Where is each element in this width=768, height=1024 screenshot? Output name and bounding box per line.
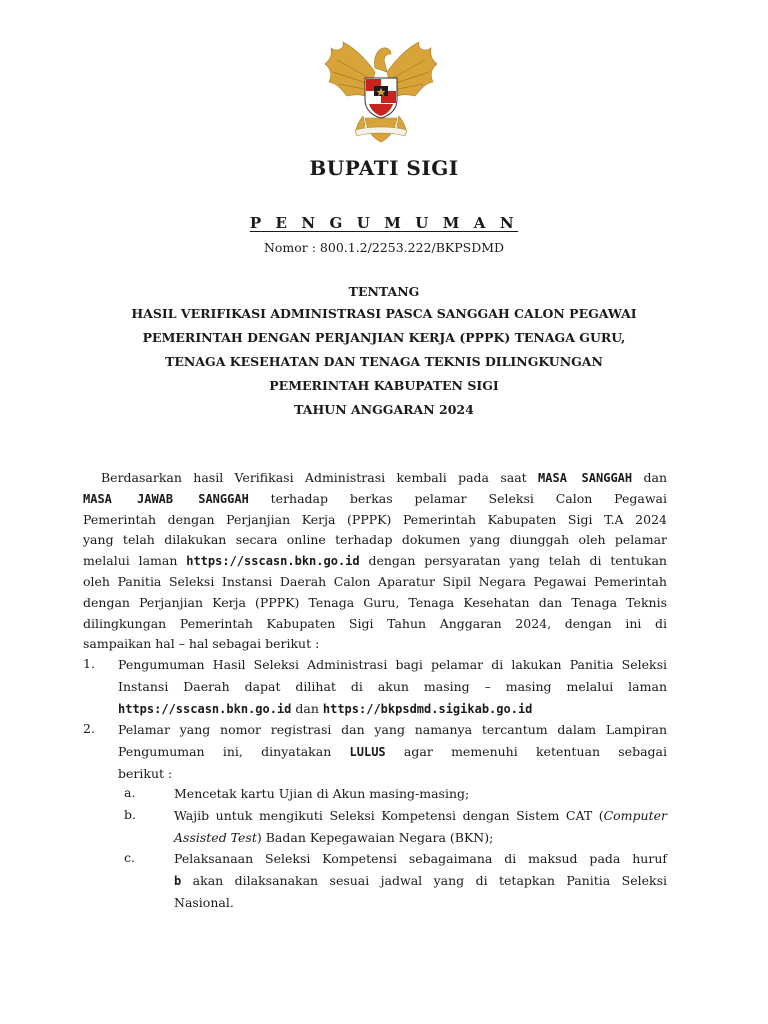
sub-line: Assisted Test) Badan Kepegawaian Negara (BKN); [174,830,494,845]
list-item [118,654,667,720]
sub-line: b akan dilaksanakan sesuai jadwal yang di tetapkan Panitia Seleksi [174,873,667,888]
intro-line: Pemerintah dengan Perjanjian Kerja (PPPK) Pemerintah Kabupaten Sigi T.A 2024 [83,511,667,527]
bkpsdmd-link[interactable]: https://bkpsdmd.sigikab.go.id [322,702,533,716]
item-line: Instansi Daerah dapat dilihat di akun masing – masing melalui laman [118,679,667,694]
office-title: BUPATI SIGI [309,156,459,180]
subject-line: PEMERINTAH DENGAN PERJANJIAN KERJA (PPPK) TENAGA GURU, [142,330,626,345]
sub-letter: a. [124,785,136,800]
intro-line: melalui laman https://sscasn.bkn.go.id dengan persyaratan yang telah di tentukan [83,553,667,569]
subject-label: TENTANG [348,284,420,299]
document-type-heading: P E N G U M U M A N [249,214,519,232]
sub-line: Nasional. [174,895,234,910]
item-line: Pelamar yang nomor registrasi dan yang namanya tercantum dalam Lampiran [118,722,667,737]
intro-line: sampaikan hal – hal sebagai berikut : [83,636,320,652]
intro-line: yang telah dilakukan secara online terhadap dokumen yang diunggah oleh pelamar [83,532,667,548]
letter-b-emphasis: b [174,874,182,888]
sub-item [174,805,667,849]
subject-line: PEMERINTAH KABUPATEN SIGI [269,378,499,393]
masa-jawab-sanggah-emphasis: MASA JAWAB SANGGAH [83,491,249,506]
list-number: 2. [83,721,95,736]
item-line: https://sscasn.bkn.go.id dan https://bkpsdmd.sigikab.go.id [118,701,533,716]
sscasn-link[interactable]: https://sscasn.bkn.go.id [118,702,292,716]
masa-sanggah-emphasis: MASA SANGGAH [538,471,633,485]
intro-line: dengan Perjanjian Kerja (PPPK) Tenaga Guru, Tenaga Kesehatan dan Tenaga Teknis [83,594,667,610]
sub-line: Wajib untuk mengikuti Seleksi Kompetensi dengan Sistem CAT (Computer [174,808,667,823]
document-number: Nomor : 800.1.2/2253.222/BKPSDMD [263,240,505,255]
sub-letter: c. [124,850,135,865]
sub-line: Pelaksanaan Seleksi Kompetensi sebagaimana di maksud pada huruf [174,851,667,866]
intro-line: dilingkungan Pemerintah Kabupaten Sigi Tahun Anggaran 2024, dengan ini di [83,615,667,631]
garuda-emblem-icon [325,38,437,146]
lulus-emphasis: LULUS [349,745,386,759]
sub-item [174,848,667,914]
list-item [118,719,667,785]
intro-line: oleh Panitia Seleksi Instansi Daerah Calon Aparatur Sipil Negara Pegawai Pemerintah [83,573,667,589]
subject-line: TENAGA KESEHATAN DAN TENAGA TEKNIS DILINGKUNGAN [165,354,603,369]
intro-line: MASA JAWAB SANGGAH terhadap berkas pelamar Seleksi Calon Pegawai [83,490,667,506]
sub-item [174,783,667,805]
subject-line: HASIL VERIFIKASI ADMINISTRASI PASCA SANGGAH CALON PEGAWAI [131,306,637,321]
item-line: berikut : [118,766,173,781]
intro-line: Berdasarkan hasil Verifikasi Administrasi kembali pada saat MASA SANGGAH dan [101,470,667,485]
sub-line: Mencetak kartu Ujian di Akun masing-masing; [174,786,470,801]
item-line: Pengumuman ini, dinyatakan LULUS agar memenuhi ketentuan sebagai [118,744,667,759]
intro-paragraph [83,468,667,655]
sscasn-link[interactable]: https://sscasn.bkn.go.id [186,554,360,569]
item-line: Pengumuman Hasil Seleksi Administrasi bagi pelamar di lakukan Panitia Seleksi [118,657,667,672]
sub-letter: b. [124,807,136,822]
subject-line: TAHUN ANGGARAN 2024 [294,402,474,417]
list-number: 1. [83,656,95,671]
